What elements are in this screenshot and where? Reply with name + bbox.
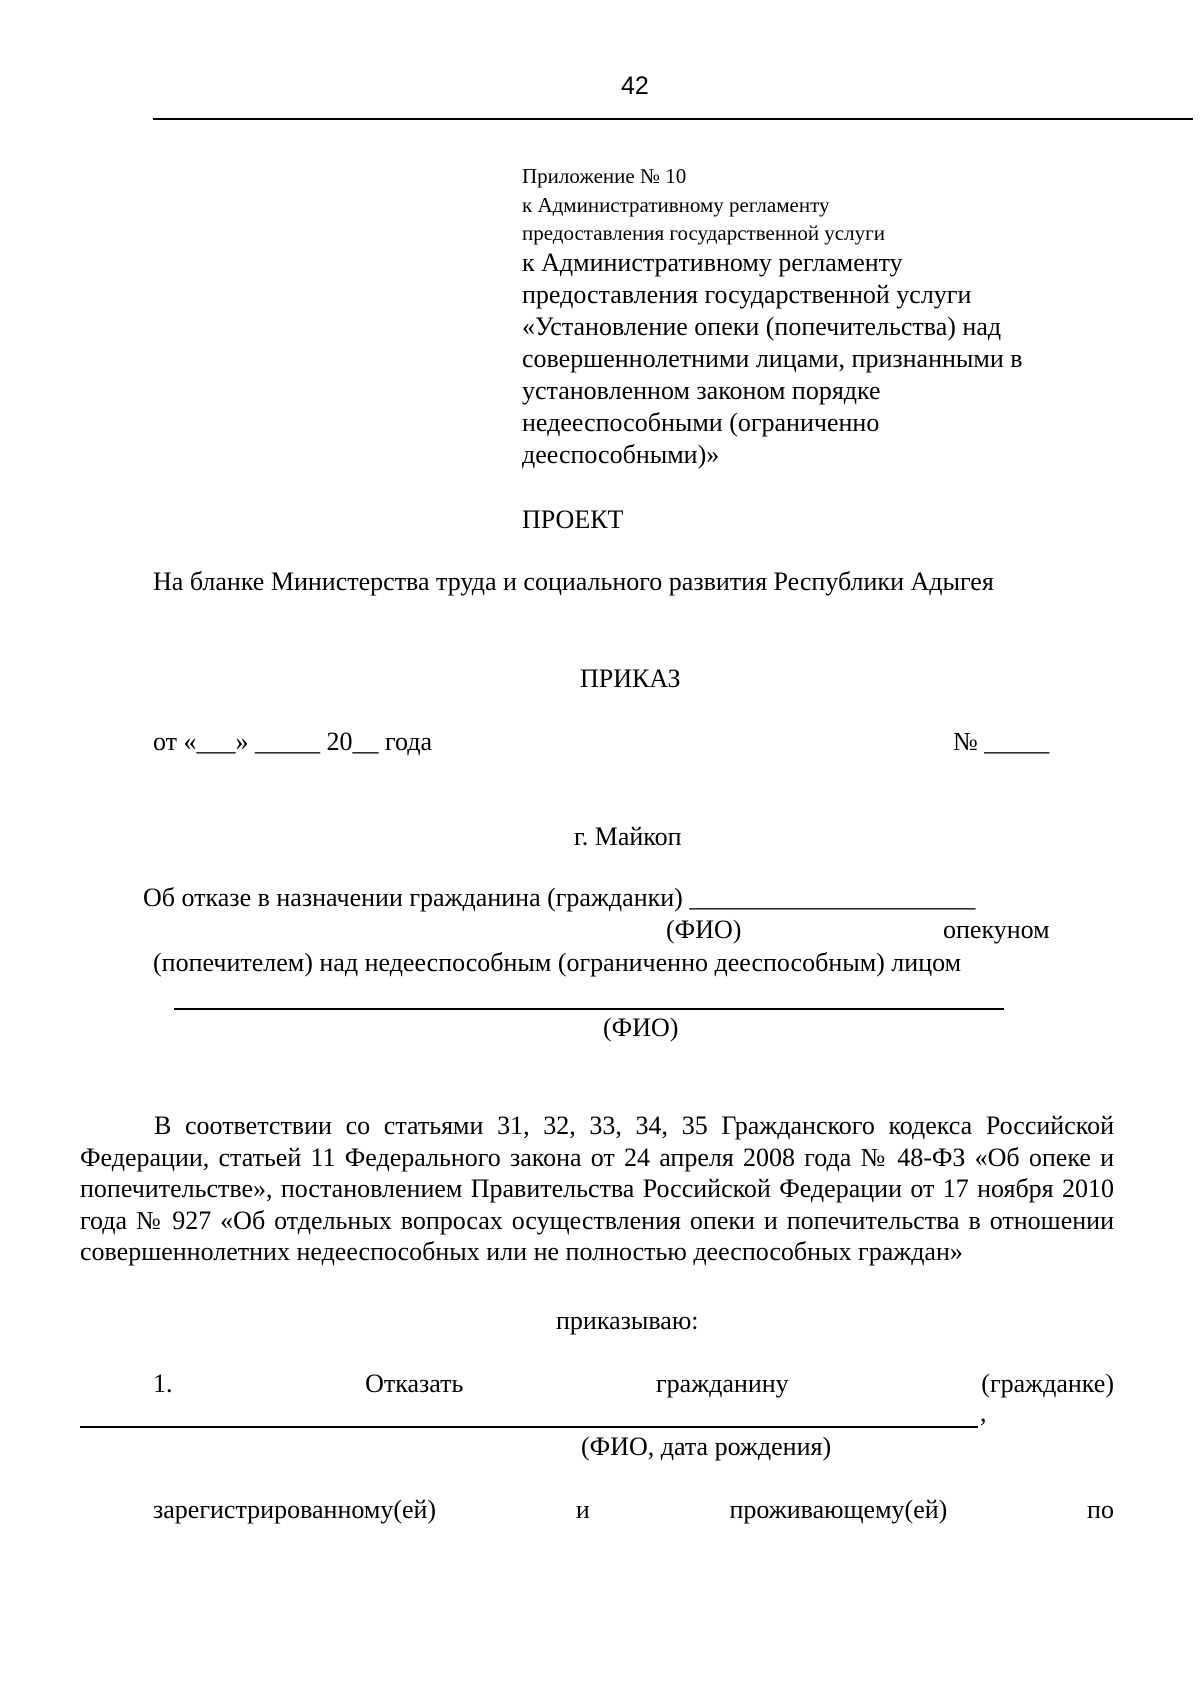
fio-caption: (ФИО) bbox=[666, 915, 742, 944]
order-number-line: № _____ bbox=[953, 727, 1050, 756]
appendix-title-line: «Установление опеки (попечительства) над bbox=[522, 312, 1002, 341]
citizen-name-blank-line bbox=[80, 1426, 978, 1428]
appendix-title-line: предоставления государственной услуги bbox=[522, 280, 972, 309]
appendix-title-line: дееспособными)» bbox=[522, 440, 720, 469]
ward-name-blank-line bbox=[174, 1008, 1004, 1010]
page-number: 42 bbox=[621, 72, 649, 100]
item-number: 1. bbox=[153, 1369, 173, 1398]
registered-word: проживающему(ей) bbox=[729, 1495, 948, 1524]
project-label: ПРОЕКТ bbox=[522, 505, 624, 534]
registered-word: по bbox=[1087, 1495, 1114, 1524]
legal-basis-paragraph bbox=[80, 1110, 1114, 1268]
appendix-title-line: установленном законом порядке bbox=[522, 376, 881, 405]
appendix-title-line: совершеннолетними лицами, признанными в bbox=[522, 344, 1023, 373]
item-1-line bbox=[153, 1369, 1114, 1399]
appendix-line: предоставления государственной услуги bbox=[522, 221, 885, 245]
letterhead-note: На бланке Министерства труда и социального развития Республики Адыгея bbox=[153, 567, 994, 596]
item-word: (гражданке) bbox=[981, 1369, 1114, 1398]
order-word: приказываю: bbox=[556, 1306, 699, 1335]
fio-dob-caption: (ФИО, дата рождения) bbox=[581, 1432, 832, 1461]
order-title: ПРИКАЗ bbox=[580, 664, 681, 693]
appendix-line: Приложение № 10 bbox=[522, 164, 687, 188]
appendix-title-line: к Административному регламенту bbox=[522, 248, 903, 277]
appendix-line: к Административному регламенту bbox=[522, 193, 830, 217]
legal-basis-text: В соответствии со статьями 31, 32, 33, 34, 35 Гражданского кодекса Российской Федерации, статьей 11 Федерального закона от 24 апреля 2008 года № 48-ФЗ «Об опеке и попечительстве», постановлением Правительства Российской Федерации от 17 ноября 2010 года № 927 «Об отдельных вопросах осуществления опеки и попечительства в отношении совершеннолетних недееспособных или не полностью дееспособных граждан» bbox=[80, 1111, 1114, 1267]
subject-line-1: Об отказе в назначении гражданина (гражданки) ______________________ bbox=[143, 883, 976, 912]
city: г. Майкоп bbox=[574, 822, 682, 851]
registered-line bbox=[153, 1495, 1114, 1525]
item-word: Отказать bbox=[365, 1369, 464, 1398]
header-rule bbox=[153, 118, 1193, 120]
registered-word: зарегистрированному(ей) bbox=[153, 1495, 437, 1524]
registered-word: и bbox=[575, 1495, 590, 1524]
subject-line-3: (попечителем) над недееспособным (ограниченно дееспособным) лицом bbox=[153, 948, 962, 977]
date-line: от «___» _____ 20__ года bbox=[153, 727, 433, 756]
guardian-word: опекуном bbox=[943, 915, 1050, 944]
comma: , bbox=[980, 1398, 987, 1427]
appendix-title-line: недееспособными (ограниченно bbox=[522, 408, 880, 437]
fio-caption-2: (ФИО) bbox=[603, 1013, 679, 1042]
item-word: гражданину bbox=[656, 1369, 789, 1398]
